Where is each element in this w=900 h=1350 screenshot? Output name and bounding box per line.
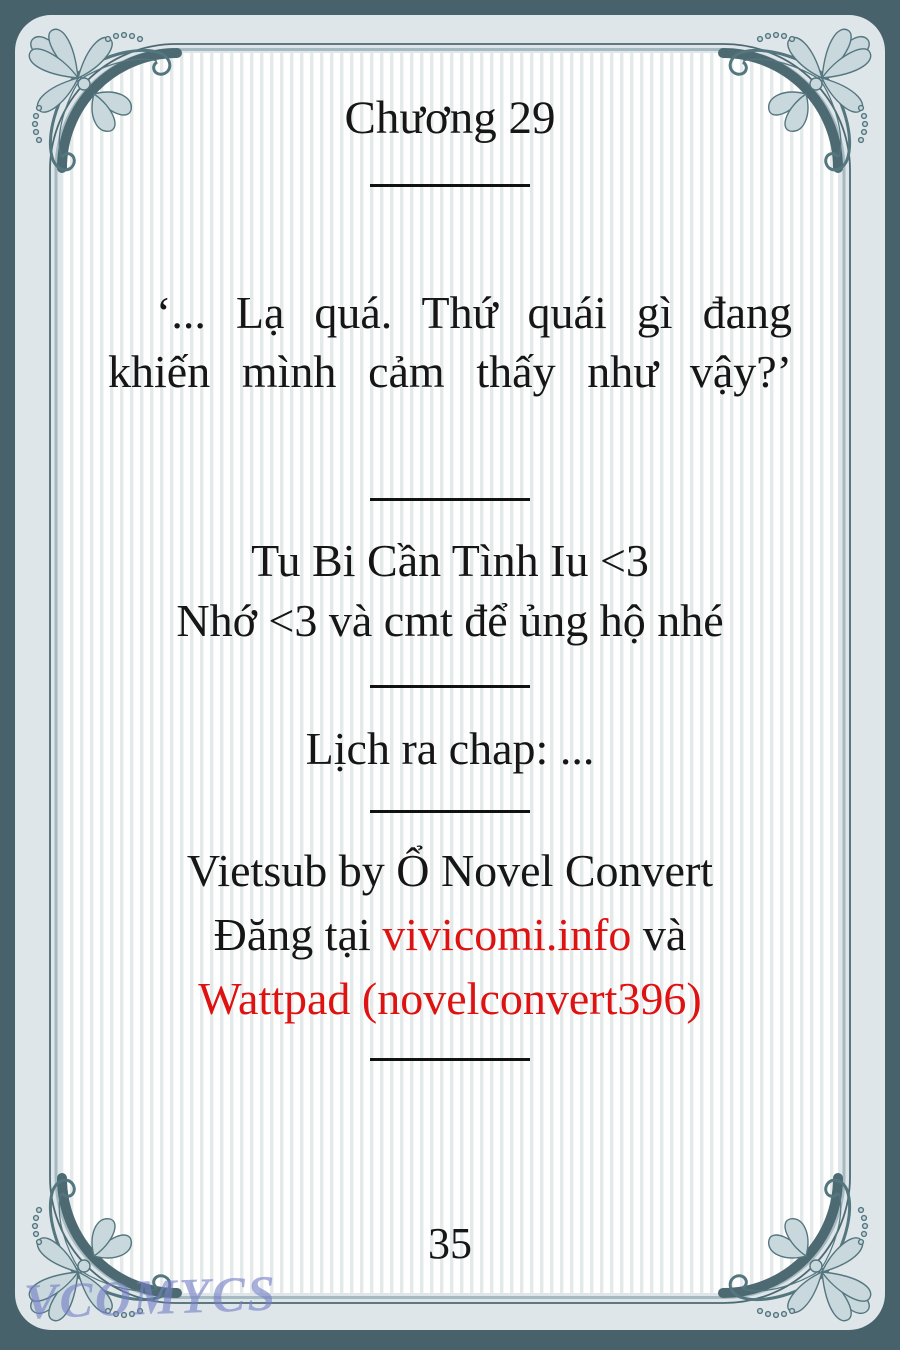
monologue-quote bbox=[108, 283, 792, 401]
quote-line-1: ‘... Lạ quá. Thứ quái gì đang bbox=[156, 287, 792, 338]
divider bbox=[370, 685, 530, 688]
posting-info bbox=[62, 906, 838, 964]
page-number: 35 bbox=[428, 1219, 472, 1268]
chapter-title: Chương 29 bbox=[344, 92, 556, 144]
vietsub-credit: Vietsub by Ổ Novel Convert bbox=[186, 845, 714, 896]
divider bbox=[370, 810, 530, 813]
release-schedule: Lịch ra chap: ... bbox=[305, 723, 595, 774]
posted-prefix-text: Đăng tại bbox=[213, 909, 383, 960]
divider bbox=[370, 1058, 530, 1061]
translator-note-line-2: Nhớ <3 và cmt để ủng hộ nhé bbox=[176, 595, 724, 646]
posted-suffix-text: và bbox=[631, 909, 687, 960]
divider bbox=[370, 184, 530, 187]
translator-note-line-1: Tu Bi Cần Tình Iu <3 bbox=[251, 535, 649, 586]
vivicomi-link[interactable]: vivicomi.info bbox=[382, 909, 632, 960]
wattpad-link[interactable]: Wattpad (novelconvert396) bbox=[198, 973, 702, 1024]
quote-line-2: khiến mình cảm thấy như vậy?’ bbox=[108, 346, 792, 397]
divider bbox=[370, 498, 530, 501]
site-watermark: VCOMYCS bbox=[23, 1264, 278, 1330]
